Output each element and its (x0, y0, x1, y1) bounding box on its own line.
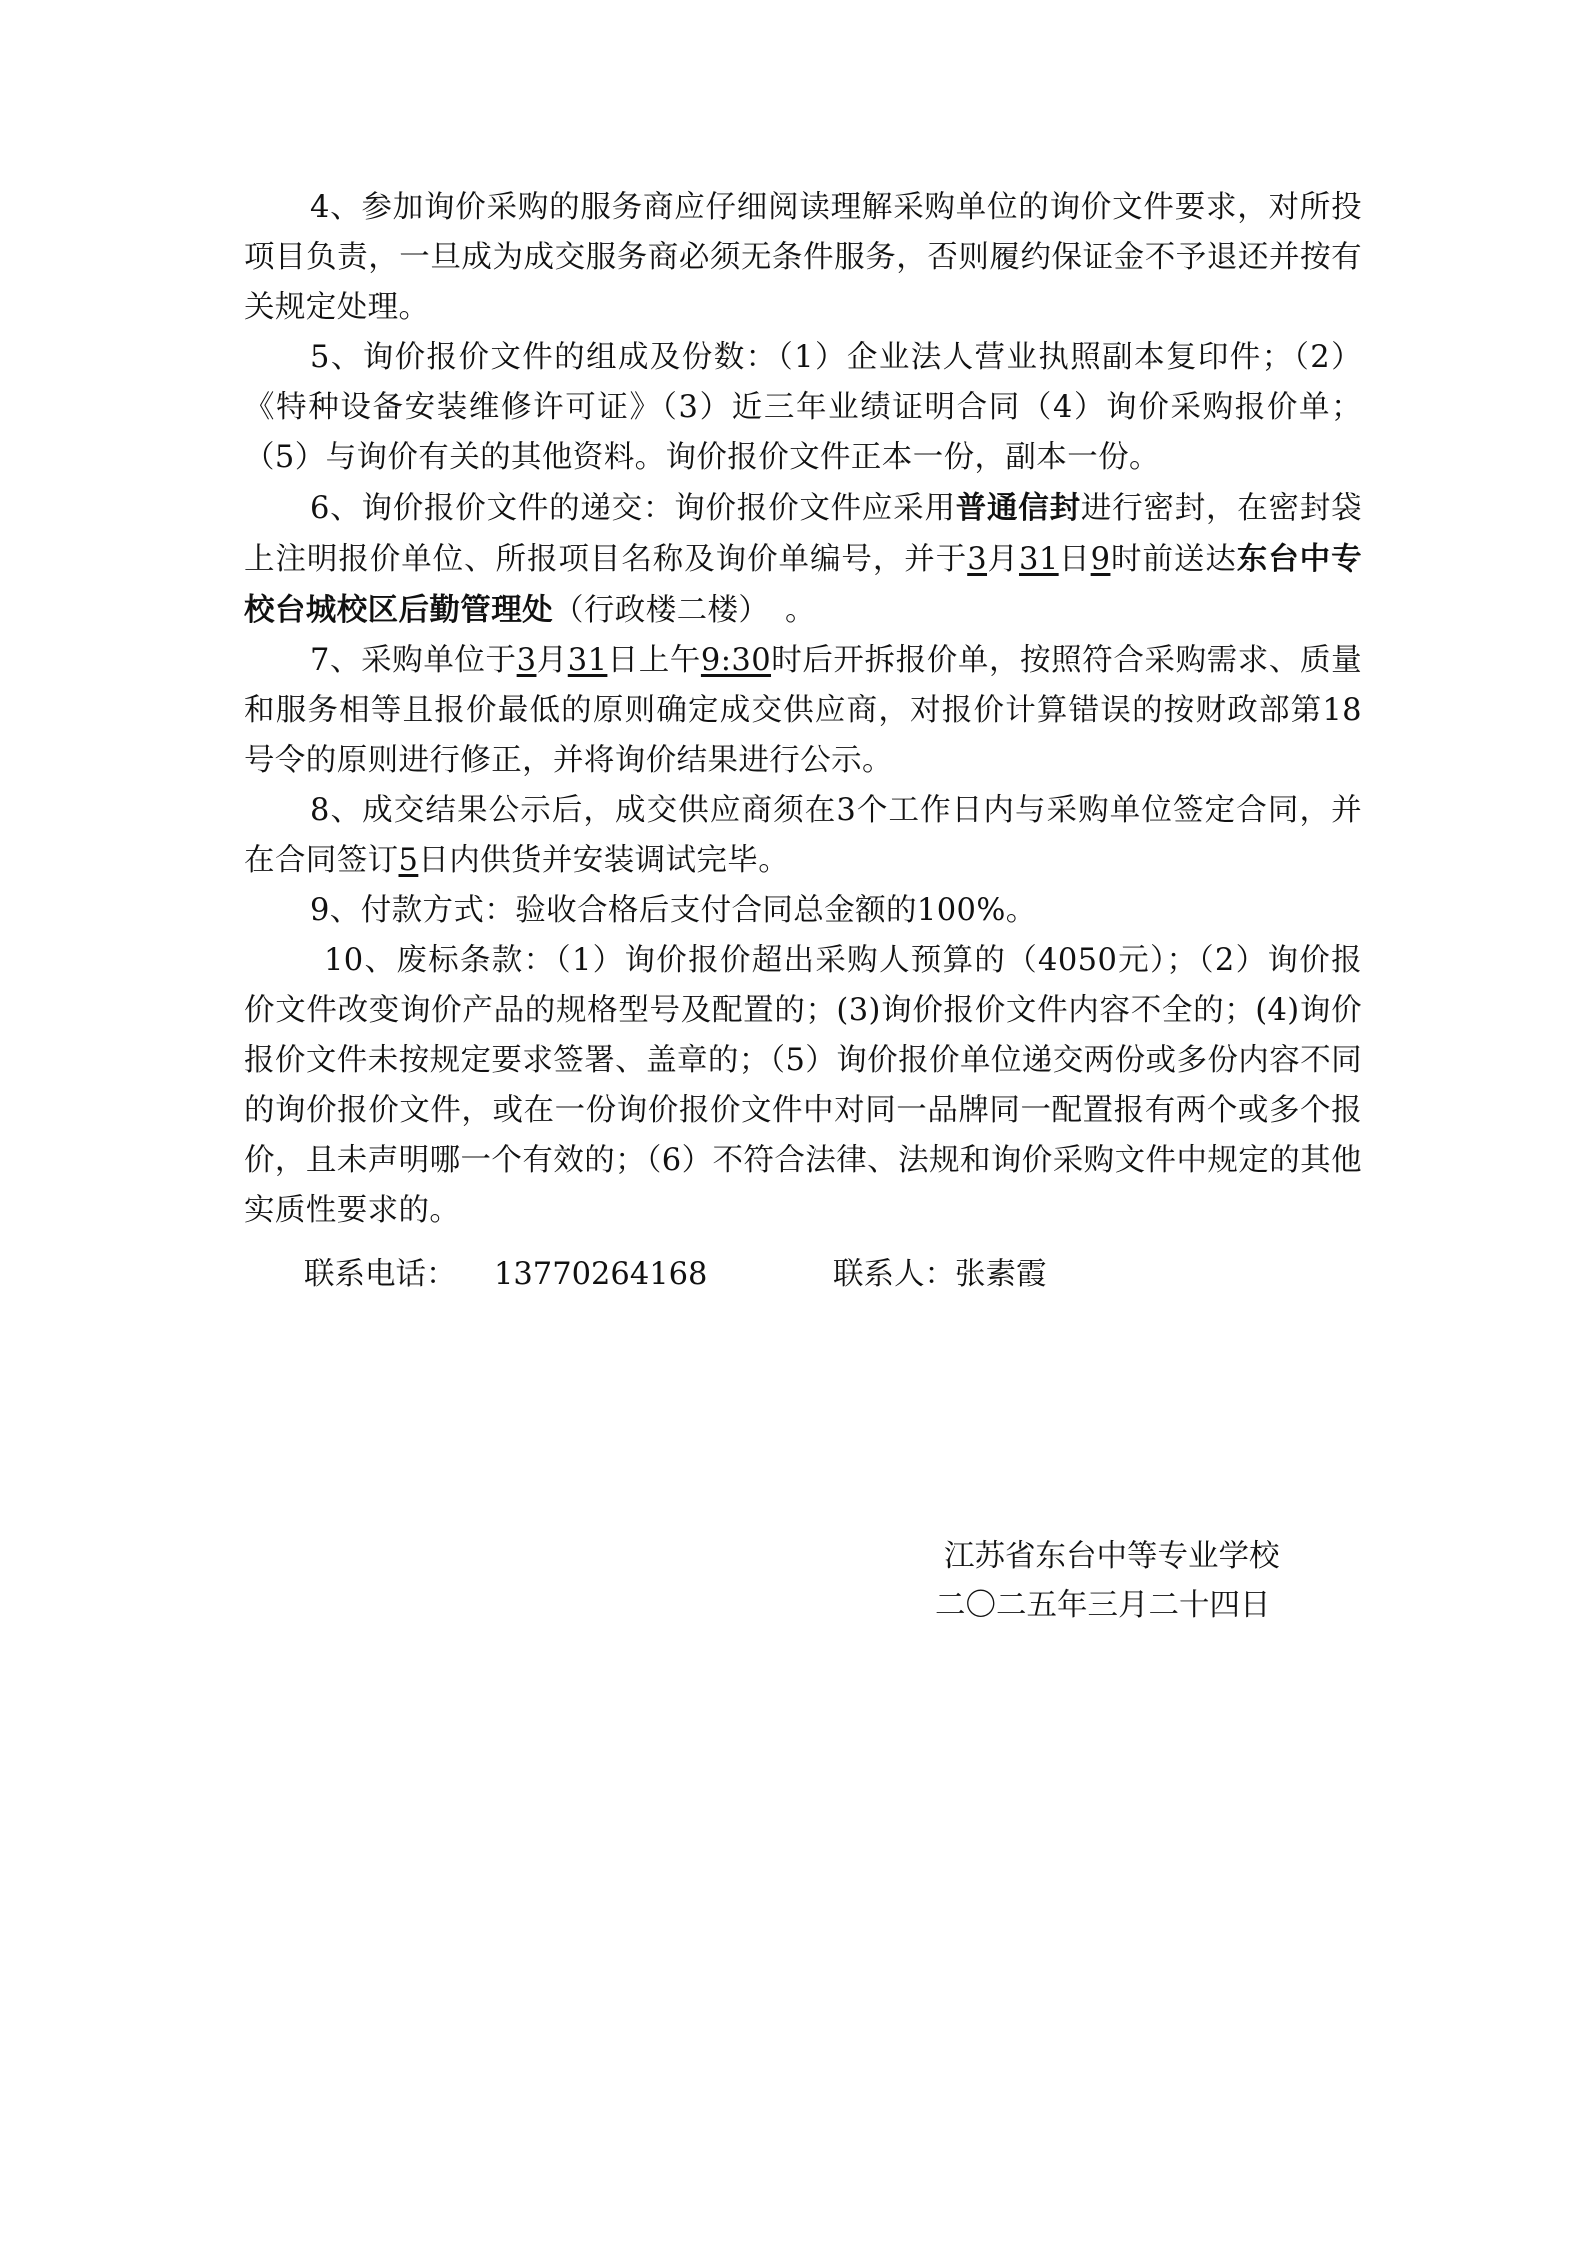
contact-person: 联系人：张素霞 (833, 1257, 1047, 1292)
envelope-type: 普通信封 (955, 490, 1081, 526)
signature-date: 二〇二五年三月二十四日 (935, 1588, 1271, 1623)
opening-day: 31 (567, 643, 608, 678)
clause-8: 8、成交结果公示后，成交供应商须在3个工作日内与采购单位签定合同，并在合同签订5日内供货并安装调试完毕。 (244, 793, 1362, 878)
phone-number: 13770264168 (494, 1257, 708, 1292)
document-body (244, 183, 1362, 1236)
clause-9: 9、付款方式：验收合格后支付合同总金额的100%。 (310, 893, 1037, 928)
clause-6: 6、询价报价文件的递交：询价报价文件应采用普通信封进行密封，在密封袋上注明报价单位、所报项目名称及询价单编号，并于3月31日9时前送达东台中专校台城校区后勤管理处（行政楼二楼） 。 (244, 490, 1363, 628)
deadline-hour: 9 (1090, 542, 1111, 577)
clause-5: 5、询价报价文件的组成及份数：（1）企业法人营业执照副本复印件；（2）《特种设备安装维修许可证》（3）近三年业绩证明合同（4）询价采购报价单；（5）与询价有关的其他资料。询价报价文件正本一份，副本一份。 (244, 340, 1362, 475)
phone-label: 联系电话： (304, 1257, 457, 1292)
delivery-days: 5 (398, 843, 419, 878)
clause-4: 4、参加询价采购的服务商应仔细阅读理解采购单位的询价文件要求，对所投项目负责，一旦成为成交服务商必须无条件服务，否则履约保证金不予退还并按有关规定处理。 (244, 190, 1362, 325)
signature-organization: 江苏省东台中等专业学校 (944, 1539, 1280, 1574)
clause-10: 10、废标条款：（1）询价报价超出采购人预算的（4050元）；（2）询价报价文件改变询价产品的规格型号及配置的；(3)询价报价文件内容不全的；(4)询价报价文件未按规定要求签署、盖章的；（5）询价报价单位递交两份或多份内容不同的询价报价文件，或在一份询价报价文件中对同一品牌同一配置报有两个或多个报价，且未声明哪一个有效的；（6）不符合法律、法规和询价采购文件中规定的其他实质性要求的。 (244, 943, 1362, 1228)
delivery-location: 东台中专校台城校区后勤管理处 (244, 541, 1363, 628)
opening-month: 3 (516, 643, 537, 678)
deadline-day: 31 (1019, 542, 1059, 577)
clause-7: 7、采购单位于3月31日上午9:30时后开拆报价单，按照符合采购需求、质量和服务相等且报价最低的原则确定成交供应商，对报价计算错误的按财政部第18号令的原则进行修正，并将询价结果进行公示。 (244, 643, 1362, 778)
contact-line (0, 1250, 1587, 1300)
opening-time: 9:30 (700, 643, 772, 678)
deadline-month: 3 (967, 542, 988, 577)
